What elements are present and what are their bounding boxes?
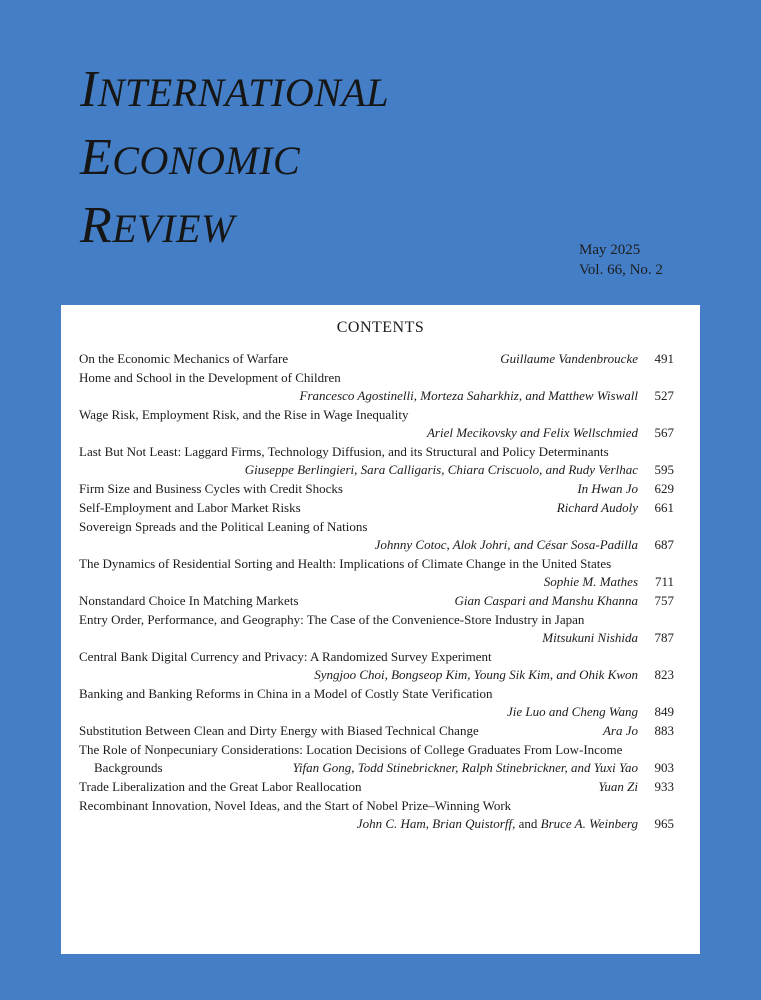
issue-date: May 2025 — [579, 242, 641, 258]
page-number: 965 — [654, 816, 674, 831]
article-title: Wage Risk, Employment Risk, and the Rise in Wage Inequality — [79, 407, 409, 422]
toc-entry[interactable] — [79, 778, 674, 796]
page-number: 903 — [654, 760, 674, 775]
page-number: 567 — [654, 425, 674, 440]
article-title: The Dynamics of Residential Sorting and Health: Implications of Climate Change in the United States — [79, 556, 612, 571]
page-number: 711 — [654, 574, 674, 589]
toc-entry[interactable] — [79, 518, 674, 554]
toc-entry[interactable] — [79, 592, 674, 610]
toc-entry[interactable] — [79, 722, 674, 740]
contents-heading: CONTENTS — [336, 319, 425, 336]
contents-panel — [61, 305, 700, 954]
article-authors: Francesco Agostinelli, Morteza Saharkhiz, and Matthew Wiswall — [299, 388, 638, 403]
author-name: Brian Quistorff — [432, 816, 513, 831]
article-authors: Gian Caspari and Manshu Khanna — [454, 593, 638, 608]
journal-title — [80, 62, 389, 266]
article-authors: Richard Audoly — [556, 500, 638, 515]
issue-volume: Vol. 66, No. 2 — [579, 262, 663, 278]
page-number: 661 — [654, 500, 674, 515]
article-title: On the Economic Mechanics of Warfare — [79, 351, 289, 366]
article-title: Trade Liberalization and the Great Labor Reallocation — [79, 779, 362, 794]
toc-entry[interactable] — [79, 648, 674, 684]
toc-entry[interactable] — [79, 611, 674, 647]
article-authors — [79, 815, 638, 833]
toc-entry[interactable] — [79, 443, 674, 479]
author-name: Bruce A. Weinberg — [540, 816, 638, 831]
article-authors: Jie Luo and Cheng Wang — [507, 704, 638, 719]
article-authors: Yifan Gong, Todd Stinebrickner, Ralph Stinebrickner, and Yuxi Yao — [292, 760, 638, 775]
article-title: Substitution Between Clean and Dirty Energy with Biased Technical Change — [79, 723, 479, 738]
issue-info — [579, 240, 663, 280]
toc-entry[interactable] — [79, 685, 674, 721]
title-line-3: REVIEW — [80, 197, 235, 254]
page-number: 491 — [654, 351, 674, 366]
article-authors: Giuseppe Berlingieri, Sara Calligaris, Chiara Criscuolo, and Rudy Verlhac — [244, 462, 638, 477]
article-title: Sovereign Spreads and the Political Leaning of Nations — [79, 519, 368, 534]
article-title: Entry Order, Performance, and Geography: The Case of the Convenience-Store Industry in Japan — [79, 612, 585, 627]
toc-entry[interactable] — [79, 369, 674, 405]
article-title: Nonstandard Choice In Matching Markets — [79, 593, 299, 608]
article-authors: Mitsukuni Nishida — [542, 630, 638, 645]
toc-entry[interactable] — [79, 741, 674, 777]
article-title: Banking and Banking Reforms in China in a Model of Costly State Verification — [79, 686, 493, 701]
author-separator: , and — [512, 816, 541, 831]
article-authors: Johnny Cotoc, Alok Johri, and César Sosa-Padilla — [374, 537, 638, 552]
toc-entry[interactable] — [79, 797, 674, 833]
page-number: 527 — [654, 388, 674, 403]
page-number: 595 — [654, 462, 674, 477]
article-title: The Role of Nonpecuniary Considerations: Location Decisions of College Graduates From Low-Income — [79, 742, 623, 757]
page-number: 933 — [654, 779, 674, 794]
article-authors: Syngjoo Choi, Bongseop Kim, Young Sik Kim, and Ohik Kwon — [314, 667, 638, 682]
title-line-2: ECONOMIC — [80, 129, 301, 186]
page-number: 687 — [654, 537, 674, 552]
contents-list — [79, 350, 674, 833]
article-title: Home and School in the Development of Children — [79, 370, 341, 385]
toc-entry[interactable] — [79, 480, 674, 498]
toc-entry[interactable] — [79, 350, 674, 368]
article-title: Recombinant Innovation, Novel Ideas, and the Start of Nobel Prize–Winning Work — [79, 798, 512, 813]
article-authors: Yuan Zi — [598, 779, 638, 794]
page-number: 883 — [654, 723, 674, 738]
article-authors: Sophie M. Mathes — [543, 574, 638, 589]
article-title: Self-Employment and Labor Market Risks — [79, 500, 301, 515]
page-number: 787 — [654, 630, 674, 645]
toc-entry[interactable] — [79, 406, 674, 442]
page-number: 629 — [654, 481, 674, 496]
page-number: 823 — [654, 667, 674, 682]
toc-entry[interactable] — [79, 555, 674, 591]
article-authors: Ariel Mecikovsky and Felix Wellschmied — [426, 425, 638, 440]
author-separator: , — [425, 816, 433, 831]
toc-entry[interactable] — [79, 499, 674, 517]
title-line-1: INTERNATIONAL — [80, 61, 390, 118]
article-title: Central Bank Digital Currency and Privacy: A Randomized Survey Experiment — [79, 649, 492, 664]
article-title: Last But Not Least: Laggard Firms, Technology Diffusion, and its Structural and Policy Determinants — [79, 444, 609, 459]
article-title-continued: Backgrounds — [94, 760, 163, 775]
article-authors: Ara Jo — [602, 723, 638, 738]
page-number: 849 — [654, 704, 674, 719]
article-authors: Guillaume Vandenbroucke — [500, 351, 638, 366]
article-title: Firm Size and Business Cycles with Credit Shocks — [79, 481, 343, 496]
author-name: John C. Ham — [356, 816, 426, 831]
page-number: 757 — [654, 593, 674, 608]
article-authors: In Hwan Jo — [577, 481, 638, 496]
